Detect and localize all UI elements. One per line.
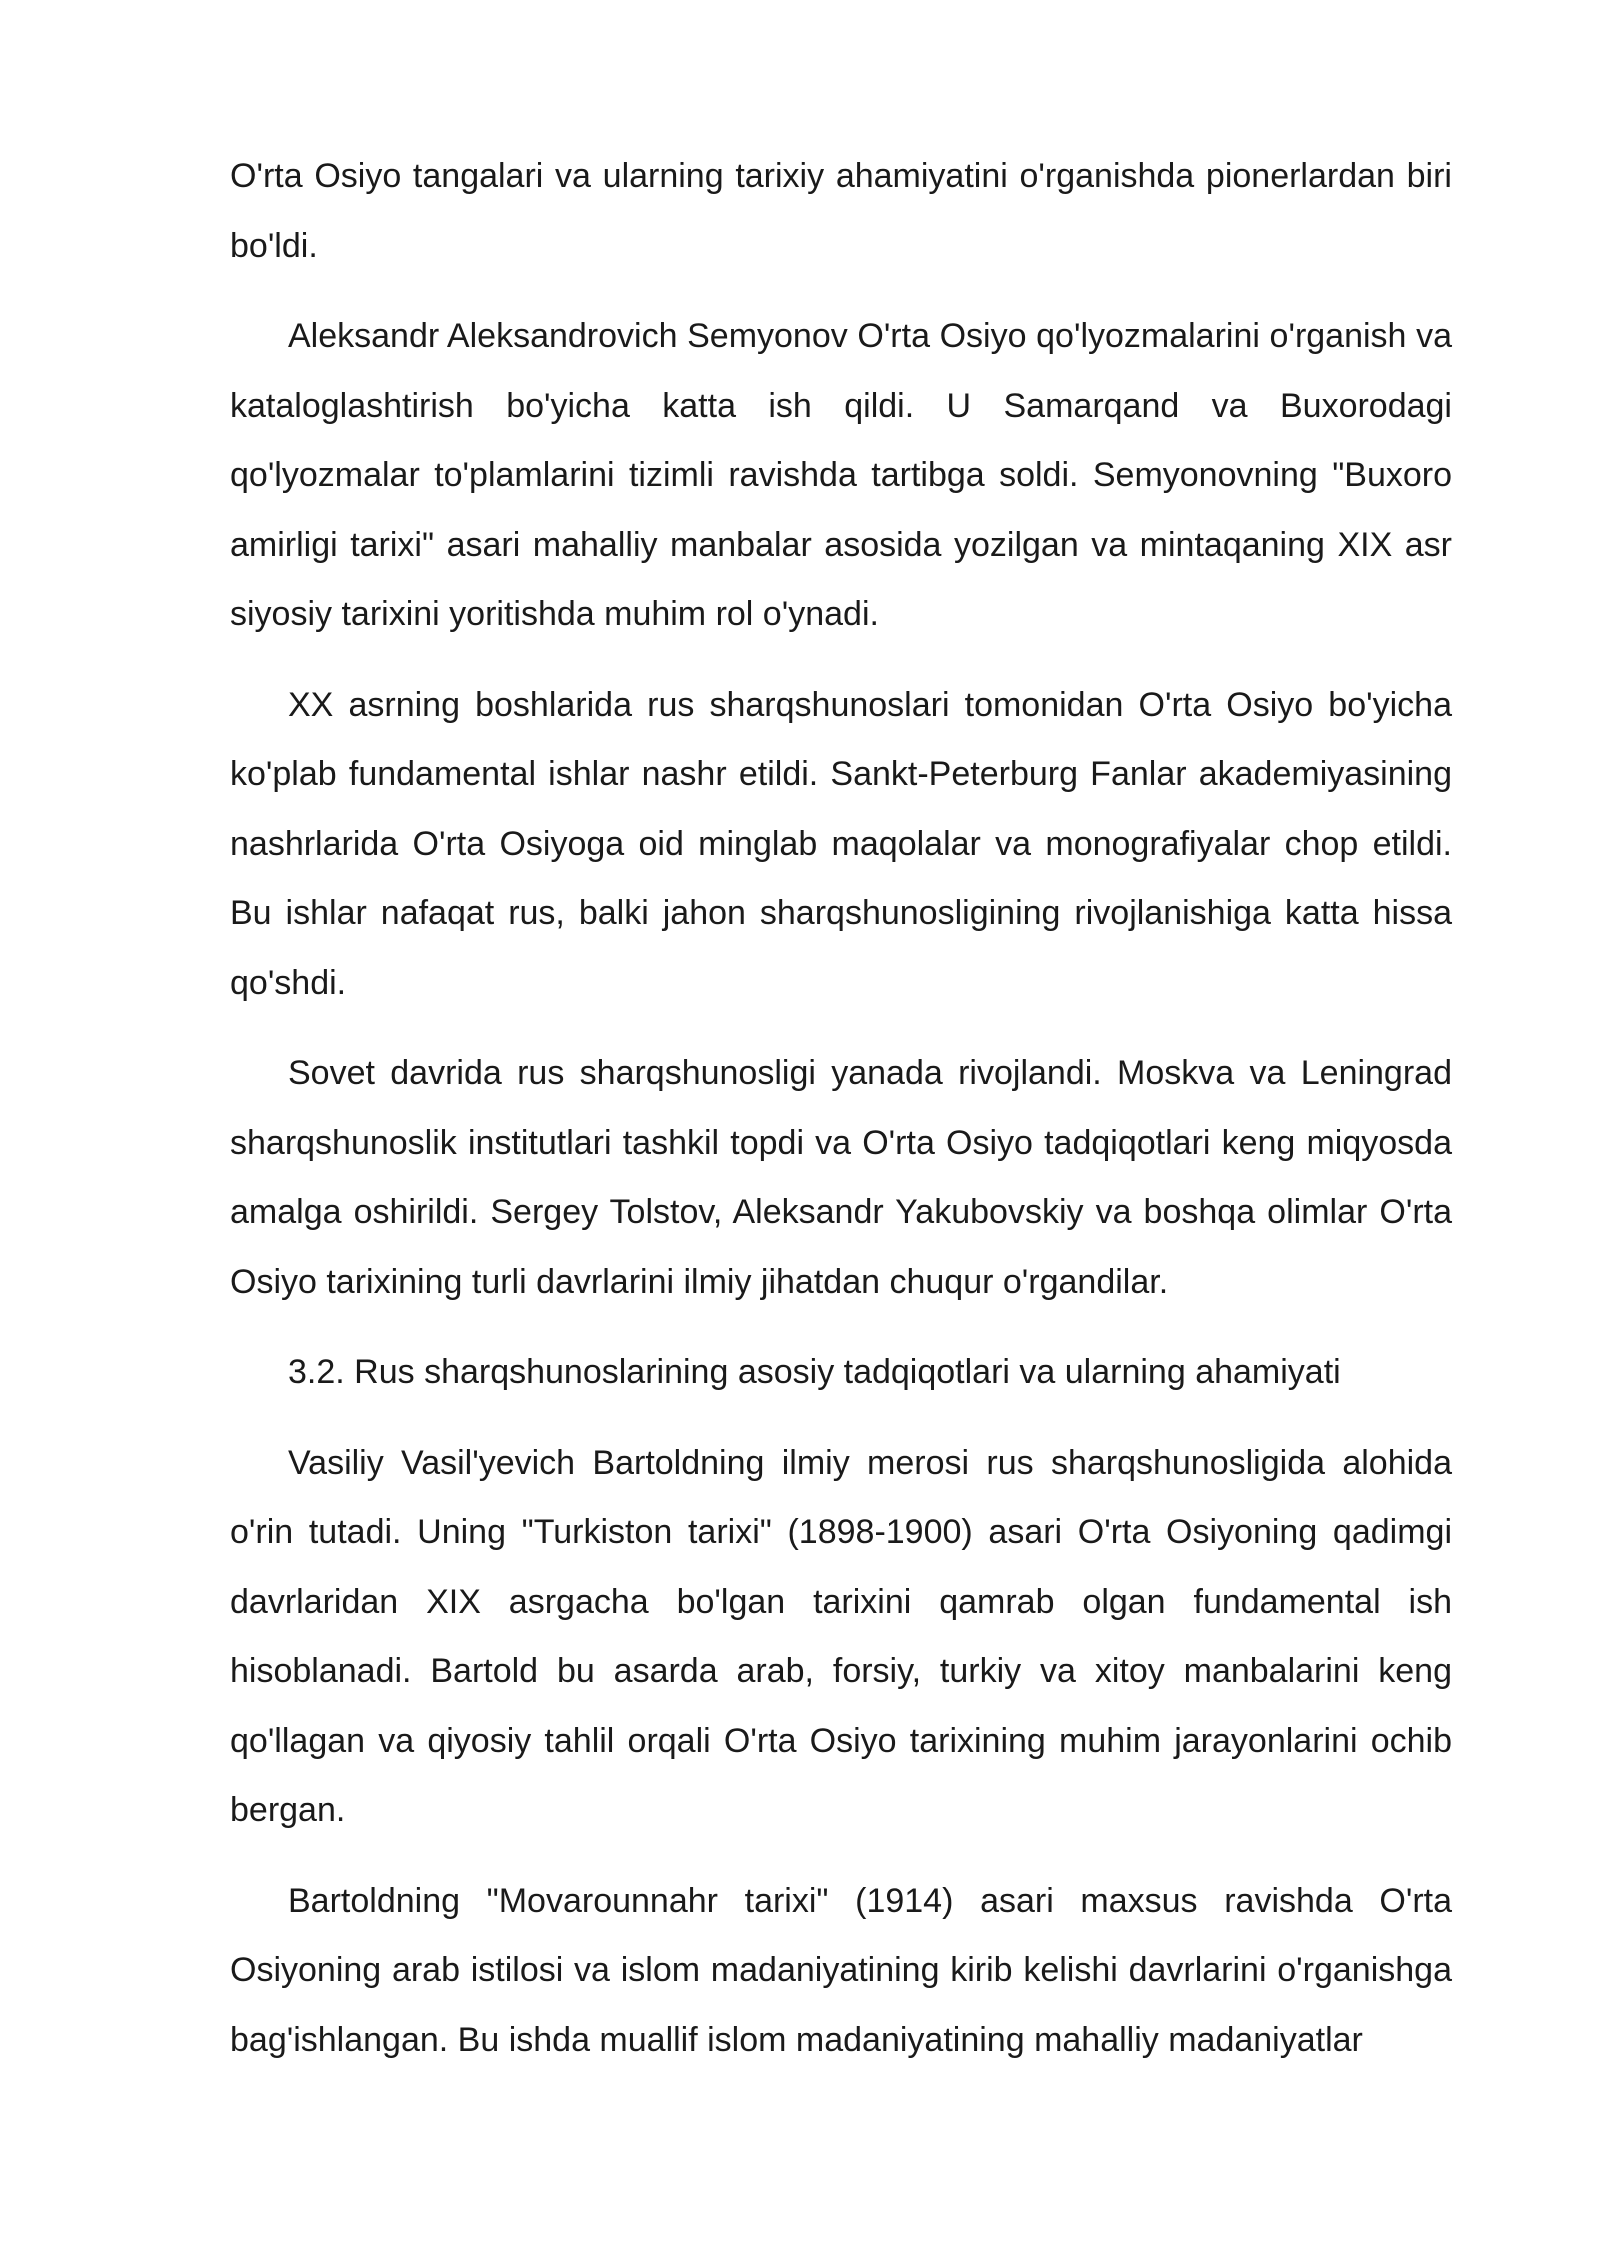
document-page [230,142,1452,2096]
section-heading: 3.2. Rus sharqshunoslarining asosiy tadqiqotlari va ularning ahamiyati [288,1353,1341,1391]
paragraph-continuation: O'rta Osiyo tangalari va ularning tarixiy ahamiyatini o'rganishda pionerlardan biri bo'ldi. [230,157,1452,265]
paragraph-xx-century: XX asrning boshlarida rus sharqshunoslari tomonidan O'rta Osiyo bo'yicha ko'plab fundamental ishlar nashr etildi. Sankt-Peterburg Fanlar akademiyasining nashrlarida O'rta Osiyoga oid minglab maqolalar va monografiyalar chop etildi. Bu ishlar nafaqat rus, balki jahon sharqshunosligining rivojlanishiga katta hissa qo'shdi. [230,685,1452,1002]
paragraph-bartold-heritage: Vasiliy Vasil'yevich Bartoldning ilmiy merosi rus sharqshunosligida alohida o'rin tutadi. Uning "Turkiston tarixi" (1898-1900) asari O'rta Osiyoning qadimgi davrlaridan XIX asrgacha bo'lgan tarixini qamrab olgan fundamental ish hisoblanadi. Bartold bu asarda arab, forsiy, turkiy va xitoy manbalarini keng qo'llagan va qiyosiy tahlil orqali O'rta Osiyo tarixining muhim jarayonlarini ochib bergan. [230,1443,1452,1829]
paragraph-semyonov: Aleksandr Aleksandrovich Semyonov O'rta Osiyo qo'lyozmalarini o'rganish va kataloglashtirish bo'yicha katta ish qildi. U Samarqand va Buxorodagi qo'lyozmalar to'plamlarini tizimli ravishda tartibga soldi. Semyonovning "Buxoro amirligi tarixi" asari mahalliy manbalar asosida yozilgan va mintaqaning XIX asr siyosiy tarixini yoritishda muhim rol o'ynadi. [230,317,1452,633]
paragraph-soviet-period: Sovet davrida rus sharqshunosligi yanada rivojlandi. Moskva va Leningrad sharqshunoslik institutlari tashkil topdi va O'rta Osiyo tadqiqotlari keng miqyosda amalga oshirildi. Sergey Tolstov, Aleksandr Yakubovskiy va boshqa olimlar O'rta Osiyo tarixining turli davrlarini ilmiy jihatdan chuqur o'rgandilar. [230,1054,1452,1301]
paragraph-bartold-movarounnahr: Bartoldning "Movarounnahr tarixi" (1914) asari maxsus ravishda O'rta Osiyoning arab istilosi va islom madaniyatining kirib kelishi davrlarini o'rganishga bag'ishlangan. Bu ishda muallif islom madaniyatining mahalliy madaniyatlar [230,1881,1452,2059]
